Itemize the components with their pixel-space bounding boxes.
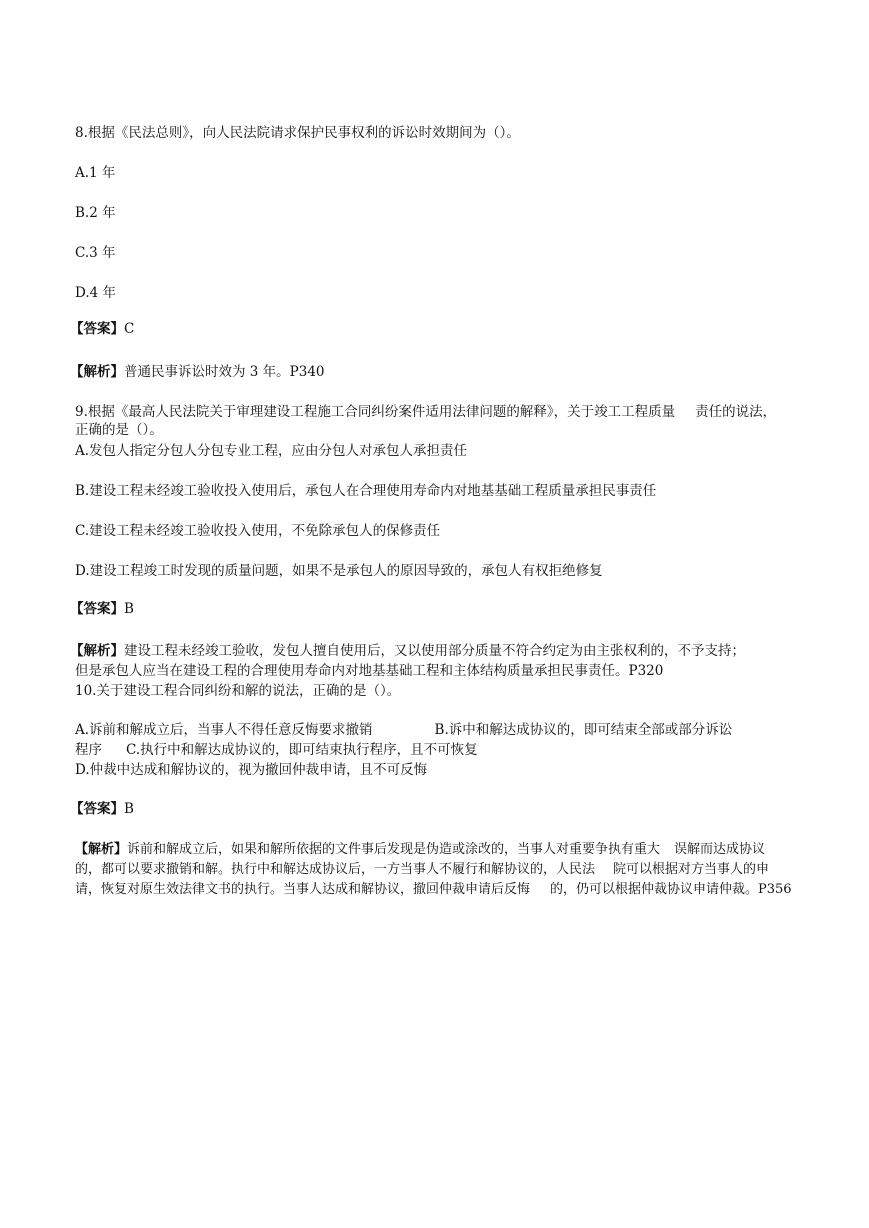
- analysis-text-cont: 误解而达成协议: [674, 842, 766, 857]
- q8-answer: [70, 320, 134, 338]
- q10-stem: 10.关于建设工程合同纠纷和解的说法，正确的是（）。: [75, 683, 401, 699]
- analysis-text: 诉前和解成立后，如果和解所依据的文件事后发现是伪造或涂改的，当事人对重要争执有重大: [127, 842, 661, 857]
- answer-value: C: [124, 321, 135, 337]
- analysis-text: 的，都可以要求撤销和解。执行中和解达成协议后，一方当事人不履行和解协议的，人民法: [75, 862, 596, 877]
- q8-stem: 8.根据《民法总则》，向人民法院请求保护民事权利的诉讼时效期间为（）。: [75, 125, 520, 141]
- answer-value: B: [124, 601, 134, 617]
- q9-option-a: A.发包人指定分包人分包专业工程，应由分包人对承包人承担责任: [75, 443, 468, 459]
- q9-analysis-line1: [70, 642, 745, 660]
- q10-option-d: D.仲裁中达成和解协议的，视为撤回仲裁申请，且不可反悔: [75, 762, 428, 778]
- analysis-text: 建设工程未经竣工验收，发包人擅自使用后，又以使用部分质量不符合约定为由主张权利的，不予支持；: [124, 643, 745, 659]
- answer-label: 【答案】: [70, 321, 124, 337]
- analysis-text-cont: 的，仍可以根据仲裁协议申请仲裁。P356: [550, 882, 792, 897]
- analysis-text: 请，恢复对原生效法律文书的执行。当事人达成和解协议，撤回仲裁申请后反悔: [75, 882, 531, 897]
- q10-analysis-line1: [75, 841, 765, 859]
- analysis-label: 【解析】: [70, 643, 124, 659]
- q9-option-b: B.建设工程未经竣工验收投入使用后，承包人在合理使用寿命内对地基基础工程质量承担民事责任: [75, 483, 657, 499]
- q9-answer: [70, 600, 134, 618]
- q9-option-d: D.建设工程竣工时发现的质量问题，如果不是承包人的原因导致的，承包人有权拒绝修复: [75, 563, 603, 579]
- q10-option-a: A.诉前和解成立后，当事人不得任意反悔要求撤销: [75, 722, 373, 738]
- q8-option-b: B.2 年: [75, 205, 116, 221]
- analysis-label: 【解析】: [75, 842, 128, 857]
- q9-stem-part2: 责任的说法，: [695, 404, 777, 420]
- q10-option-b-cont: 程序: [75, 742, 102, 758]
- q8-option-d: D.4 年: [75, 285, 117, 301]
- analysis-label: 【解析】: [70, 364, 124, 380]
- q10-options-line2: [75, 741, 478, 759]
- q10-option-b: B.诉中和解达成协议的，即可结束全部或部分诉讼: [434, 722, 733, 738]
- q9-stem-part1: 9.根据《最高人民法院关于审理建设工程施工合同纠纷案件适用法律问题的解释》，关于竣工工程质量: [75, 404, 676, 420]
- q10-answer: [70, 800, 134, 818]
- q8-analysis: [70, 363, 325, 381]
- q9-option-c: C.建设工程未经竣工验收投入使用，不免除承包人的保修责任: [75, 523, 441, 539]
- q10-option-c: C.执行中和解达成协议的，即可结束执行程序，且不可恢复: [126, 742, 478, 758]
- answer-label: 【答案】: [70, 601, 124, 617]
- q10-analysis-line3: [75, 881, 792, 899]
- q9-stem-line2: 正确的是（）。: [75, 422, 163, 438]
- answer-label: 【答案】: [70, 801, 124, 817]
- q9-analysis-line2: 但是承包人应当在建设工程的合理使用寿命内对地基基础工程和主体结构质量承担民事责任。P320: [75, 663, 664, 679]
- answer-value: B: [124, 801, 134, 817]
- q10-options-line1: [75, 721, 732, 739]
- q8-option-c: C.3 年: [75, 245, 116, 261]
- q9-stem-line1: [75, 403, 776, 421]
- q10-analysis-line2: [75, 861, 769, 879]
- analysis-text-cont: 院可以根据对方当事人的申: [613, 862, 770, 877]
- analysis-text: 普通民事诉讼时效为 3 年。P340: [124, 364, 325, 380]
- q8-option-a: A.1 年: [75, 165, 116, 181]
